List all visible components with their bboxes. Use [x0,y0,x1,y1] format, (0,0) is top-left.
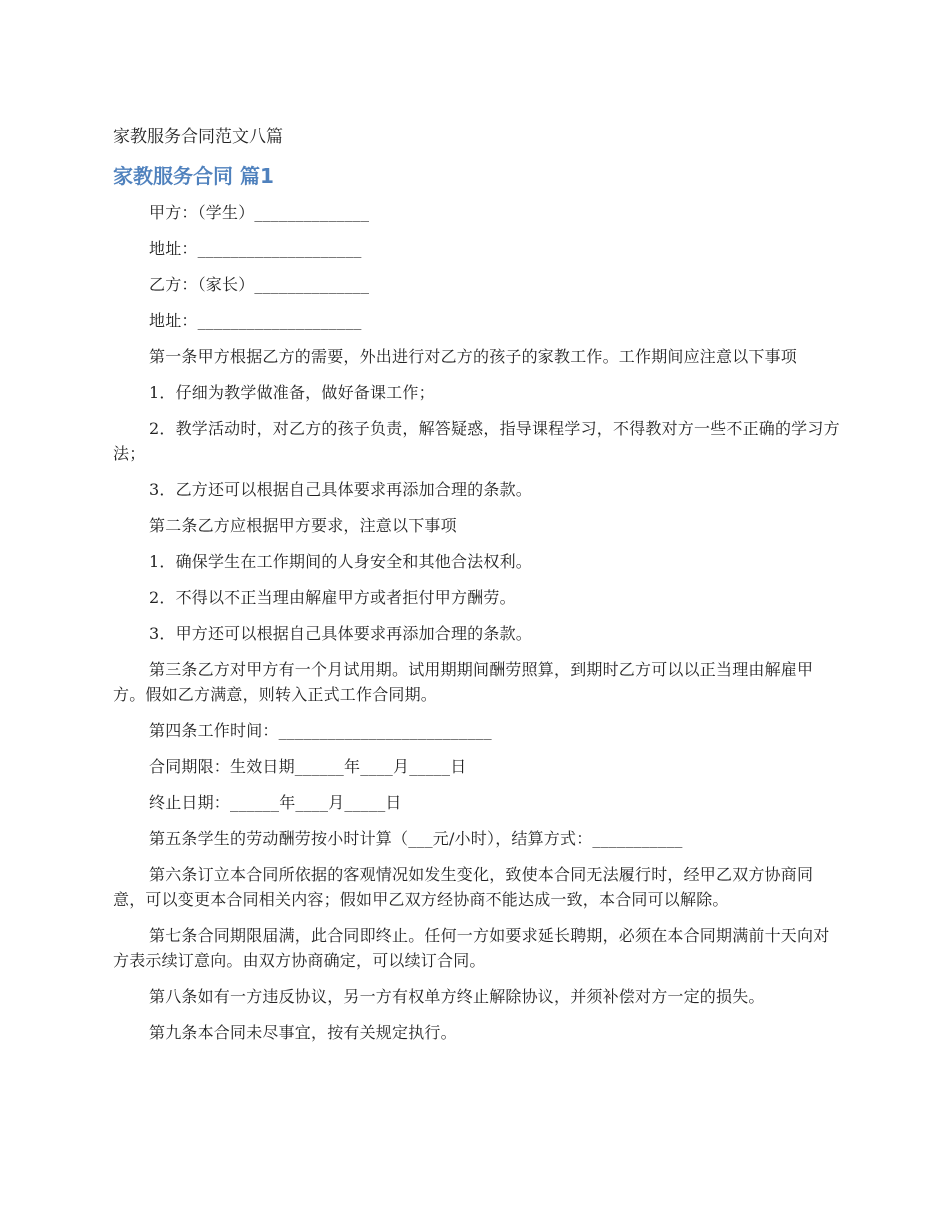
contract-paragraph: 第九条本合同未尽事宜，按有关规定执行。 [149,1023,457,1042]
contract-paragraph: 3．乙方还可以根据自己具体要求再添加合理的条款。 [149,480,532,499]
contract-body [113,200,840,1045]
contract-paragraph: 地址：____________________ [149,239,362,258]
contract-paragraph: 第一条甲方根据乙方的需要，外出进行对乙方的孩子的家教工作。工作期间应注意以下事项 [149,347,798,366]
document-title: 家教服务合同范文八篇 [113,127,283,147]
contract-paragraph: 地址：____________________ [149,311,362,330]
contract-paragraph: 第五条学生的劳动酬劳按小时计算（___元/小时），结算方式：___________ [149,829,683,848]
contract-paragraph: 1．确保学生在工作期间的人身安全和其他合法权利。 [149,552,532,571]
contract-paragraph: 乙方：（家长）______________ [149,275,370,294]
contract-paragraph: 第四条工作时间：__________________________ [149,721,492,740]
contract-paragraph: 终止日期：______年____月_____日 [149,793,402,812]
contract-paragraph: 甲方：（学生）______________ [149,203,370,222]
contract-paragraph: 3．甲方还可以根据自己具体要求再添加合理的条款。 [149,624,532,643]
contract-paragraph: 第三条乙方对甲方有一个月试用期。试用期期间酬劳照算，到期时乙方可以以正当理由解雇甲方。假如乙方满意，则转入正式工作合同期。 [113,660,814,704]
contract-paragraph: 2．教学活动时，对乙方的孩子负责，解答疑惑，指导课程学习，不得教对方一些不正确的学习方法； [113,419,840,463]
contract-paragraph: 第二条乙方应根据甲方要求，注意以下事项 [149,516,457,535]
contract-paragraph: 合同期限：生效日期______年____月_____日 [149,757,467,776]
contract-paragraph: 1．仔细为教学做准备，做好备课工作； [149,383,435,402]
document-page [113,124,840,1056]
contract-paragraph: 2．不得以不正当理由解雇甲方或者拒付甲方酬劳。 [149,588,516,607]
contract-paragraph: 第七条合同期限届满，此合同即终止。任何一方如要求延长聘期，必须在本合同期满前十天向对方表示续订意向。由双方协商确定，可以续订合同。 [113,926,830,970]
section-heading: 家教服务合同 篇1 [113,164,274,188]
contract-paragraph: 第六条订立本合同所依据的客观情况如发生变化，致使本合同无法履行时，经甲乙双方协商同意，可以变更本合同相关内容；假如甲乙双方经协商不能达成一致，本合同可以解除。 [113,865,814,909]
contract-paragraph: 第八条如有一方违反协议，另一方有权单方终止解除协议，并须补偿对方一定的损失。 [149,987,765,1006]
